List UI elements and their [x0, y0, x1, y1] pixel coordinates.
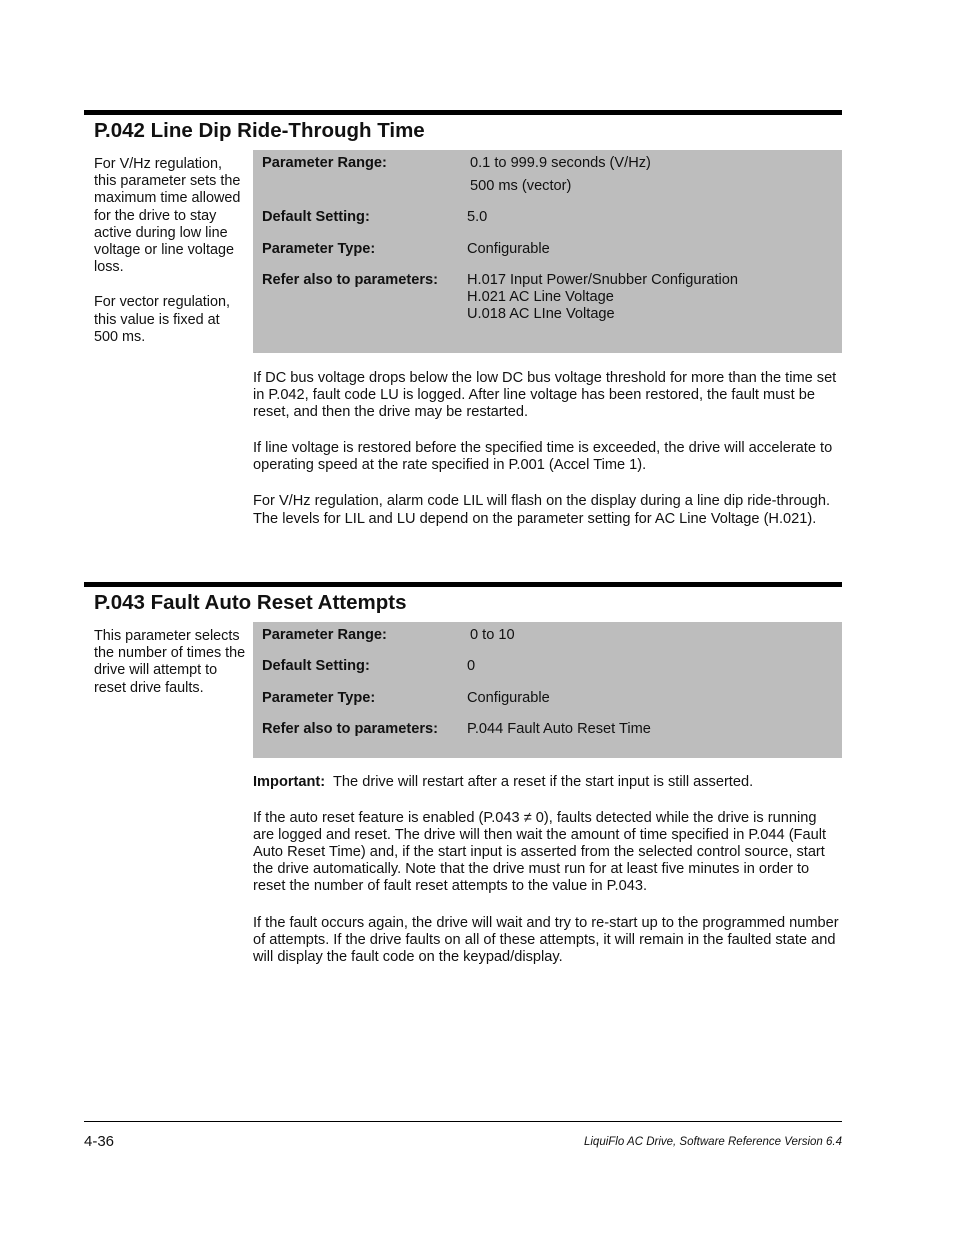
param-value: 0 [467, 658, 476, 674]
param-label: Default Setting: [262, 658, 370, 674]
param-label: Refer also to parameters: [262, 272, 439, 288]
section-heading: P.042 Line Dip Ride-Through Time [94, 119, 425, 142]
param-value: 0 to 10 [470, 627, 515, 643]
param-value: Configurable [467, 690, 550, 706]
param-value: 0.1 to 999.9 seconds (V/Hz) [470, 155, 651, 171]
param-value: 5.0 [467, 209, 488, 225]
section-heading: P.043 Fault Auto Reset Attempts [94, 591, 407, 614]
parameter-table [253, 622, 842, 758]
footer-title: LiquiFlo AC Drive, Software Reference Version 6.4 [583, 1136, 842, 1148]
section-sidebar [94, 156, 246, 364]
parameter-table [253, 150, 842, 353]
param-label: Default Setting: [262, 209, 370, 225]
param-label: Refer also to parameters: [262, 721, 439, 737]
body-paragraph: If the fault occurs again, the drive will wait and try to re-start up to the programmed number of attempts. If the drive faults on all of these attempts, it will remain in the faulted state and will display the fault code on the keypad/display. [253, 914, 839, 965]
param-label: Parameter Type: [262, 690, 376, 706]
param-value: P.044 Fault Auto Reset Time [467, 721, 651, 737]
body-paragraph: If the auto reset feature is enabled (P.043 ≠ 0), faults detected while the drive is running are logged and reset. The drive will then wait the amount of time specified in P.044 (Fault Auto Reset Time) and, if the start input is asserted from the selected control source, start the drive automatically. Note that the drive must run for at least five minutes in order to reset the number of fault reset attempts to the value in P.043. [253, 810, 826, 895]
important-note [253, 774, 839, 791]
page-number: 4-36 [84, 1133, 115, 1150]
section-p043 [84, 582, 842, 982]
param-label: Parameter Range: [262, 155, 387, 171]
param-value: 500 ms (vector) [470, 178, 572, 194]
param-label: Parameter Range: [262, 627, 387, 643]
sidebar-paragraph: For V/Hz regulation, this parameter sets the maximum time allowed for the drive to stay active during low line voltage or line voltage loss. [94, 156, 241, 276]
section-p042 [84, 110, 842, 550]
section-rule [84, 110, 842, 115]
body-paragraph: If line voltage is restored before the specified time is exceeded, the drive will accelerate to operating speed at the rate specified in P.001 (Accel Time 1). [253, 440, 833, 474]
param-value: H.021 AC Line Voltage [467, 289, 614, 305]
param-value: Configurable [467, 241, 550, 257]
sidebar-paragraph: For vector regulation, this value is fixed at 500 ms. [94, 294, 230, 345]
param-value: U.018 AC LIne Voltage [467, 306, 615, 322]
section-sidebar [94, 628, 246, 715]
footer-rule [84, 1121, 842, 1122]
body-paragraph: If DC bus voltage drops below the low DC bus voltage threshold for more than the time set in P.042, fault code LU is logged. After line voltage has been restored, the fault must be reset, and then the drive may be restarted. [253, 370, 837, 421]
important-text: The drive will restart after a reset if the start input is still asserted. [333, 774, 754, 790]
section-body [253, 774, 839, 985]
body-paragraph: For V/Hz regulation, alarm code LIL will flash on the display during a line dip ride-through. The levels for LIL and LU depend on the parameter setting for AC Line Voltage (H.021). [253, 493, 831, 527]
section-body [253, 370, 839, 547]
param-label: Parameter Type: [262, 241, 376, 257]
important-label: Important: [253, 774, 326, 790]
param-value: H.017 Input Power/Snubber Configuration [467, 272, 738, 288]
sidebar-paragraph: This parameter selects the number of times the drive will attempt to reset drive faults. [94, 628, 246, 696]
section-rule [84, 582, 842, 587]
